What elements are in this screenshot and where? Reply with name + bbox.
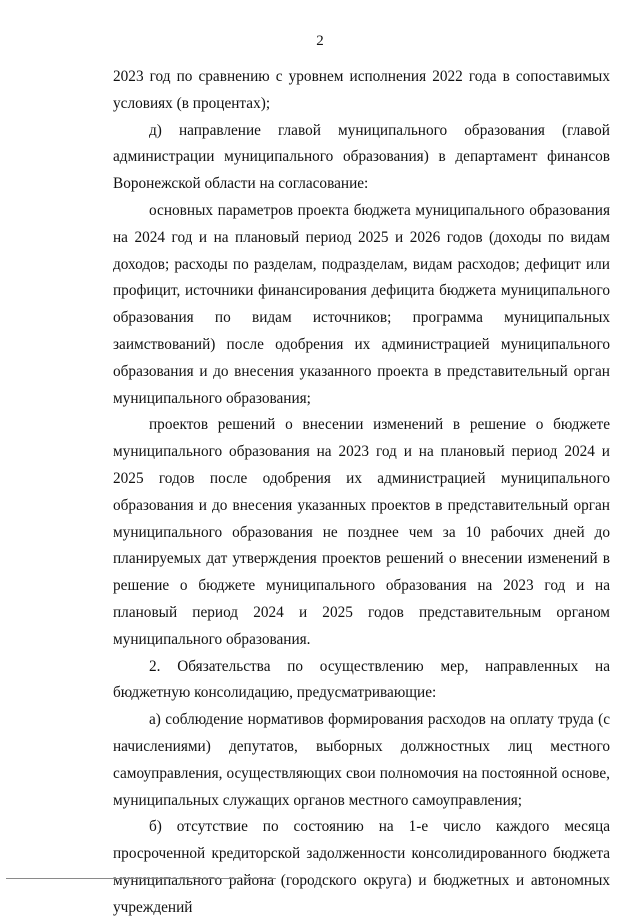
paragraph-item-d: д) направление главой муниципального образования (главой администрации муниципального образования) в департамент финансов Воронежской области на согласование: <box>113 121 610 193</box>
footer-rule-short <box>246 878 276 879</box>
page-number: 2 <box>316 33 324 49</box>
paragraph-item-b: б) отсутствие по состоянию на 1-е число каждого месяца просроченной кредиторской задолженности консолидированного бюджета муниципального района (городского округа) и бюджетных и автономных учреждений <box>113 818 610 916</box>
paragraph-section-2: 2. Обязательства по осуществлению мер, направленных на бюджетную консолидацию, предусматривающие: <box>113 657 610 702</box>
document-body <box>113 64 610 922</box>
paragraph-budget-parameters: основных параметров проекта бюджета муниципального образования на 2024 год и на плановый период 2025 и 2026 годов (доходы по видам доходов; расходы по разделам, подразделам, видам расходов; дефицит или профицит, источники финансирования дефицита бюджета муниципального образования по видам источников; программа муниципальных заимствований) после одобрения их администрацией муниципального образования и до внесения указанного проекта в представительный орган муниципального образования; <box>113 201 610 407</box>
paragraph-continuation: 2023 год по сравнению с уровнем исполнения 2022 года в сопоставимых условиях (в процентах); <box>113 68 610 112</box>
paragraph-amendment-projects: проектов решений о внесении изменений в решение о бюджете муниципального образования на 2023 год и на плановый период 2024 и 2025 годов после одобрения их администрацией муниципального образования и до внесения указанных проектов в представительный орган муниципального образования не позднее чем за 10 рабочих дней до планируемых дат утверждения проектов решений о внесении изменений в решение о бюджете муниципального образования на 2023 год и на плановый период 2024 и 2025 годов представительным органом муниципального образования. <box>113 416 610 648</box>
paragraph-item-a: а) соблюдение нормативов формирования расходов на оплату труда (с начислениями) депутатов, выборных должностных лиц местного самоуправления, осуществляющих свои полномочия на постоянной основе, муниципальных служащих органов местного самоуправления; <box>113 711 610 809</box>
footer-rule <box>6 878 238 879</box>
